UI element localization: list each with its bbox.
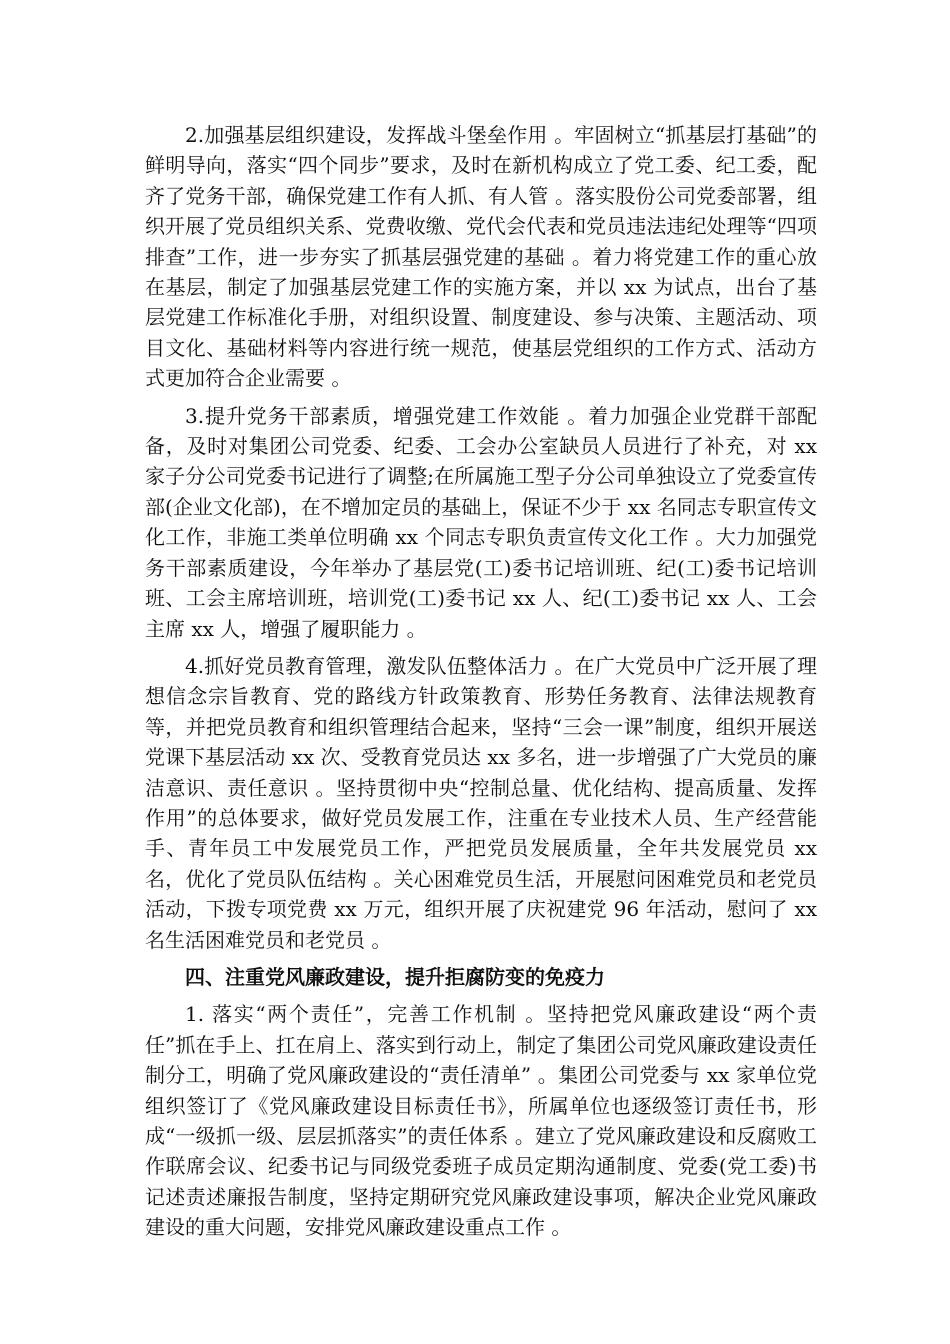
paragraph-member-education: 4.抓好党员教育管理，激发队伍整体活力 。在广大党员中广泛开展了理想信念宗旨教育、党的路线方针政策教育、形势任务教育、法律法规教育等，并把党员教育和组织管理结合起来，坚持“三会一课”制度，组织开展送党课下基层活动 xx 次、受教育党员达 xx 多名，进一步增强了广大党员的廉洁意识、责任意识 。坚持贯彻中央“控制总量、优化结构、提高质量、发挥作用”的总体要求，做好党员发展工作，注重在专业技术人员、生产经营能手、青年员工中发展党员工作，严把党员发展质量，全年共发展党员 xx 名，优化了党员队伍结构 。关心困难党员生活，开展慰问困难党员和老党员活动，下拨专项党费 xx 万元，组织开展了庆祝建党 96 年活动，慰问了 xx 名生活困难党员和老党员 。 [145, 653, 817, 952]
paragraph-two-responsibilities: 1. 落实“两个责任”，完善工作机制 。坚持把党风廉政建设“两个责任”抓在手上、扛在肩上、落实到行动上，制定了集团公司党风廉政建设责任制分工，明确了党风廉政建设的“责任清单” 。集团公司党委与 xx 家单位党组织签订了《党风廉政建设目标责任书》，所属单位也逐级签订责任书，形成“一级抓一级、层层抓落实”的责任体系 。建立了党风廉政建设和反腐败工作联席会议、纪委书记与同级党委班子成员定期沟通制度、党委(党工委)书记述责述廉报告制度，坚持定期研究党风廉政建设事项，解决企业党风廉政建设的重大问题，安排党风廉政建设重点工作 。 [145, 1002, 817, 1240]
paragraph-party-cadre-quality: 3.提升党务干部素质，增强党建工作效能 。着力加强企业党群干部配备，及时对集团公司党委、纪委、工会办公室缺员人员进行了补充，对 xx 家子分公司党委书记进行了调整;在所属施工型子分公司单独设立了党委宣传部(企业文化部)，在不增加定员的基础上，保证不少于 xx 名同志专职宣传文化工作，非施工类单位明确 xx 个同志专职负责宣传文化工作 。大力加强党务干部素质建设，今年举办了基层党(工)委书记培训班、纪(工)委书记培训班、工会主席培训班，培训党(工)委书记 xx 人、纪(工)委书记 xx 人、工会主席 xx 人，增强了履职能力 。 [145, 403, 817, 641]
section-heading: 四、注重党风廉政建设，提升拒腐防变的免疫力 [185, 964, 605, 989]
document-page [145, 120, 817, 1250]
paragraph-organization-building: 2.加强基层组织建设，发挥战斗堡垒作用 。牢固树立“抓基层打基础”的鲜明导向，落实“四个同步”要求，及时在新机构成立了党工委、纪工委，配齐了党务干部，确保党建工作有人抓、有人管 。落实股份公司党委部署，组织开展了党员组织关系、党费收缴、党代会代表和党员违法违纪处理等“四项排查”工作，进一步夯实了抓基层强党建的基础 。着力将党建工作的重心放在基层，制定了加强基层党建工作的实施方案，并以 xx 为试点，出台了基层党建工作标准化手册，对组织设置、制度建设、参与决策、主题活动、项目文化、基础材料等内容进行统一规范，使基层党组织的工作方式、活动方式更加符合企业需要 。 [145, 123, 817, 391]
